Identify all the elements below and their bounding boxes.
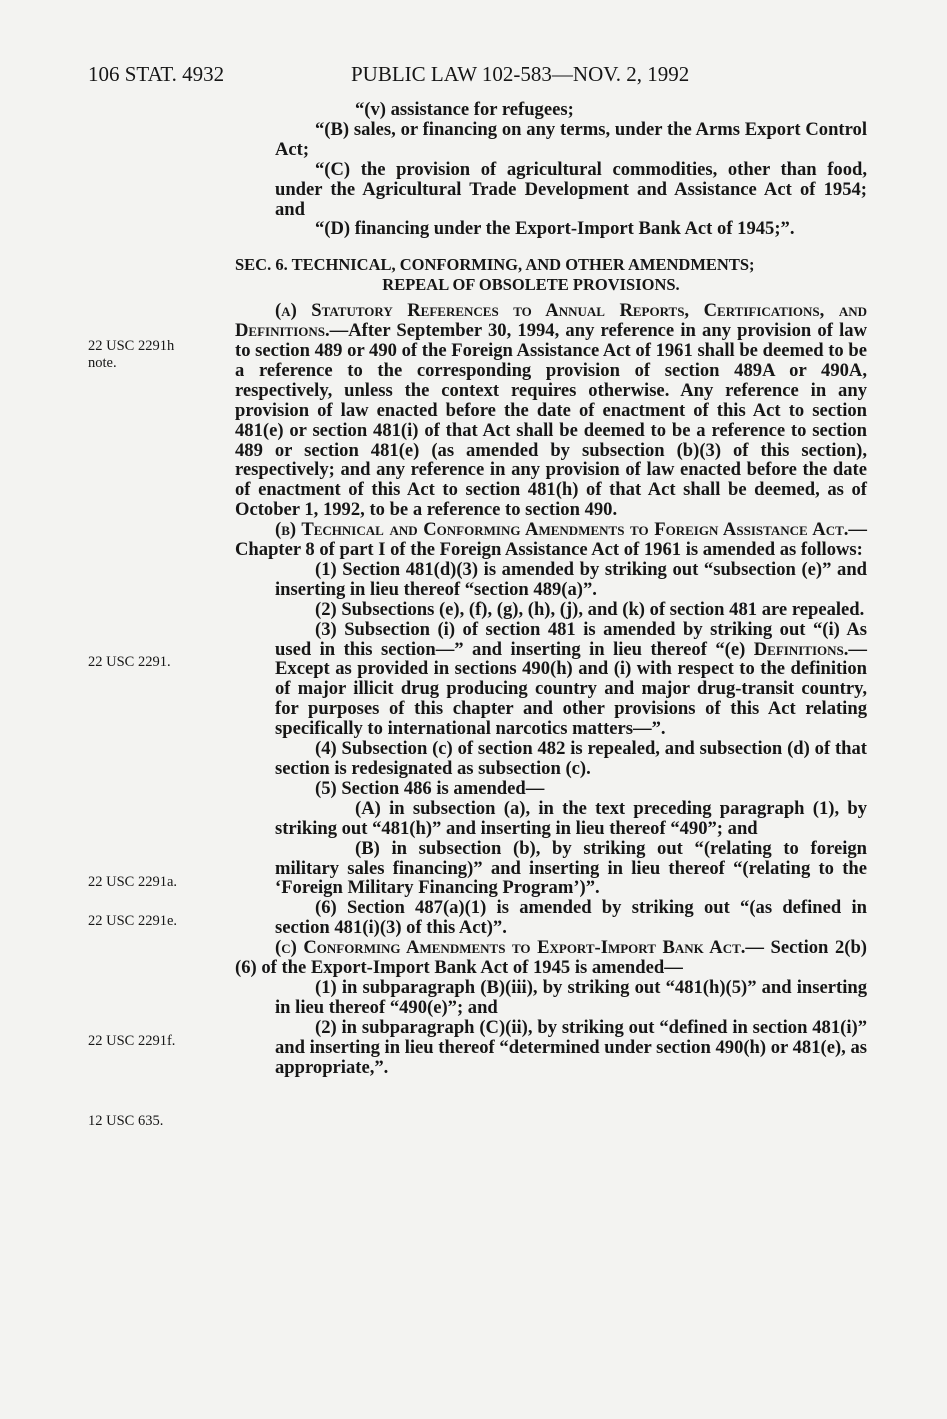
statute-body bbox=[235, 100, 867, 1078]
paragraph-v: “(v) assistance for refugees; bbox=[355, 99, 574, 120]
paragraph-b4: (4) Subsection (c) of section 482 is repealed, and subsection (d) of that section is redesignated as subsection (c). bbox=[275, 738, 867, 779]
paragraph-c2: (2) in subparagraph (C)(ii), by striking out “defined in section 481(i)” and inserting in lieu thereof “determined under section 490(h) or 481(e), as appropriate,”. bbox=[275, 1016, 867, 1078]
paragraph-c1: (1) in subparagraph (B)(iii), by striking out “481(h)(5)” and inserting in lieu thereof “490(e)”; and bbox=[275, 976, 867, 1018]
margin-note-2291h: 22 USC 2291h note. bbox=[88, 338, 175, 371]
section-number: SEC. 6. bbox=[235, 255, 288, 275]
subsection-a-text: —After September 30, 1994, any reference in any provision of law to section 489 or 490 of the Foreign Assistance Act of 1961 shall be deemed to be a reference to the corresponding provision of section 489A or 490A, respectively, unless the context requires otherwise. Any reference in any provision of law enacted before the date of enactment of this Act to section 481(e) or section 481(i) of that Act shall be deemed to be a reference to section 489 or section 481(e) (as amended by subsection (b)(3) of this section), respectively; and any reference in any provision of law enacted before the date of enactment of this Act to section 481(h) of that Act shall be deemed, as of October 1, 1992, to be a reference to section 490. bbox=[235, 320, 867, 521]
subsection-b-text: —Chapter 8 of part I of the Foreign Assistance Act of 1961 is amended as follows: bbox=[235, 519, 867, 561]
subsection-c bbox=[235, 938, 867, 978]
margin-note-2291e: 22 USC 2291e. bbox=[88, 913, 178, 929]
paragraph-b5: (5) Section 486 is amended— bbox=[315, 777, 545, 799]
section-heading bbox=[235, 255, 867, 295]
margin-note-12usc635: 12 USC 635. bbox=[88, 1113, 164, 1129]
paragraph-D: “(D) financing under the Export-Import Bank Act of 1945;”. bbox=[315, 218, 795, 240]
paragraph-b3: (3) Subsection (i) of section 481 is amended by striking out “(i) As used in this section—” and inserting in lieu thereof “(e) Definitions.—Except as provided in sections 490(h) and (i) with respect to the definition of major illicit drug producing country and major drug-transit country, for purposes of this chapter and other provisions of this Act relating specifically to international narcotics matters—”. bbox=[275, 618, 867, 740]
margin-note-2291: 22 USC 2291. bbox=[88, 654, 171, 670]
subsection-a-heading: (a) Statutory References to Annual Reports, Certifications, and Definitions. bbox=[235, 300, 867, 342]
public-law-citation: PUBLIC LAW 102-583—NOV. 2, 1992 bbox=[351, 62, 690, 86]
subparagraph-b5A: (A) in subsection (a), in the text preceding paragraph (1), by striking out “481(h)” and inserting in lieu thereof “490”; and bbox=[275, 797, 867, 839]
subsection-c-text: — Section 2(b)(6) of the Export-Import Bank Act of 1945 is amended— bbox=[235, 937, 867, 979]
section-title-line2: REPEAL OF OBSOLETE PROVISIONS. bbox=[382, 275, 680, 295]
page-header bbox=[88, 62, 868, 92]
margin-note-2291f: 22 USC 2291f. bbox=[88, 1033, 176, 1049]
paragraph-C: “(C) the provision of agricultural commodities, other than food, under the Agricultural Trade Development and Assistance Act of 1954; and bbox=[275, 158, 867, 220]
margin-note-2291a: 22 USC 2291a. bbox=[88, 874, 178, 890]
subsection-c-heading: (c) Conforming Amendments to Export-Import Bank Act. bbox=[275, 937, 746, 959]
paragraph-b2: (2) Subsections (e), (f), (g), (h), (j), and (k) of section 481 are repealed. bbox=[315, 598, 865, 620]
paragraph-B: “(B) sales, or financing on any terms, under the Arms Export Control Act; bbox=[275, 118, 867, 160]
section-title-line1: TECHNICAL, CONFORMING, AND OTHER AMENDMENTS; bbox=[291, 255, 755, 275]
subsection-b-heading: (b) Technical and Conforming Amendments to Foreign Assistance Act. bbox=[275, 519, 849, 541]
paragraph-b1: (1) Section 481(d)(3) is amended by striking out “subsection (e)” and inserting in lieu thereof “section 489(a)”. bbox=[275, 558, 867, 600]
stat-page-number: 106 STAT. 4932 bbox=[88, 62, 225, 86]
subsection-b bbox=[235, 520, 867, 560]
paragraph-b6: (6) Section 487(a)(1) is amended by striking out “(as defined in section 481(i)(3) of this Act)”. bbox=[275, 897, 867, 939]
subsection-a bbox=[235, 301, 867, 520]
subparagraph-b5B: (B) in subsection (b), by striking out “(relating to foreign military sales financing)” and inserting in lieu thereof “(relating to the ‘Foreign Military Financing Program’)”. bbox=[275, 837, 867, 899]
